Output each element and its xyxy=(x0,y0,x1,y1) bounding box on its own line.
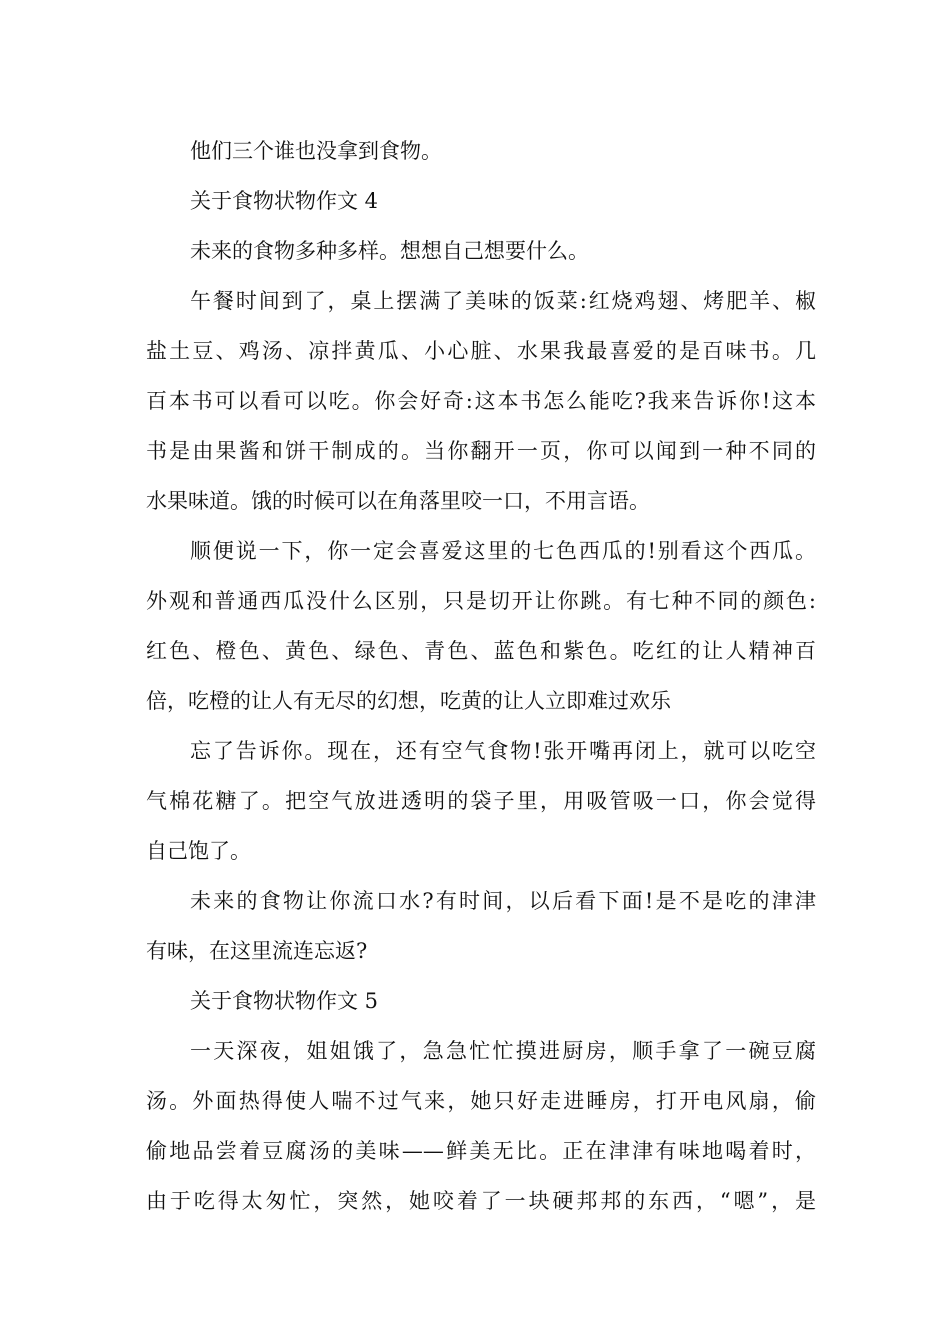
paragraph-line: 未来的食物多种多样。想想自己想要什么。 xyxy=(190,239,589,263)
paragraph-line: 气棉花糖了。把空气放进透明的袋子里，用吸管吸一口，你会觉得 xyxy=(146,789,816,813)
paragraph-line: 偷地品尝着豆腐汤的美味——鲜美无比。正在津津有味地喝着时， xyxy=(146,1139,816,1163)
paragraph-line: 外观和普通西瓜没什么区别，只是切开让你跳。有七种不同的颜色: xyxy=(146,589,816,613)
paragraph-line: 忘了告诉你。现在，还有空气食物!张开嘴再闭上，就可以吃空 xyxy=(190,739,816,763)
paragraph-line: 他们三个谁也没拿到食物。 xyxy=(190,139,442,163)
paragraph-line: 有味，在这里流连忘返? xyxy=(146,939,368,963)
paragraph-line: 顺便说一下，你一定会喜爱这里的七色西瓜的!别看这个西瓜。 xyxy=(190,539,816,563)
paragraph-line: 书是由果酱和饼干制成的。当你翻开一页，你可以闻到一种不同的 xyxy=(146,439,816,463)
paragraph-line: 自己饱了。 xyxy=(146,839,251,863)
paragraph-line: 未来的食物让你流口水?有时间，以后看下面!是不是吃的津津 xyxy=(190,889,816,913)
paragraph-line: 倍，吃橙的让人有无尽的幻想，吃黄的让人立即难过欢乐 xyxy=(146,689,671,713)
paragraph-line: 盐土豆、鸡汤、凉拌黄瓜、小心脏、水果我最喜爱的是百味书。几 xyxy=(146,339,816,363)
paragraph-line: 汤。外面热得使人喘不过气来，她只好走进睡房，打开电风扇，偷 xyxy=(146,1089,816,1113)
paragraph-line: 午餐时间到了，桌上摆满了美味的饭菜:红烧鸡翅、烤肥羊、椒 xyxy=(190,289,816,313)
section-heading: 关于食物状物作文 4 xyxy=(190,189,379,213)
paragraph-line: 一天深夜，姐姐饿了，急急忙忙摸进厨房，顺手拿了一碗豆腐 xyxy=(190,1039,816,1063)
paragraph-line: 红色、橙色、黄色、绿色、青色、蓝色和紫色。吃红的让人精神百 xyxy=(146,639,816,663)
paragraph-line: 百本书可以看可以吃。你会好奇:这本书怎么能吃?我来告诉你!这本 xyxy=(146,389,816,413)
section-heading: 关于食物状物作文 5 xyxy=(190,989,379,1013)
paragraph-line: 水果味道。饿的时候可以在角落里咬一口，不用言语。 xyxy=(146,489,650,513)
paragraph-line: 由于吃得太匆忙，突然，她咬着了一块硬邦邦的东西，“嗯”，是 xyxy=(146,1189,816,1213)
